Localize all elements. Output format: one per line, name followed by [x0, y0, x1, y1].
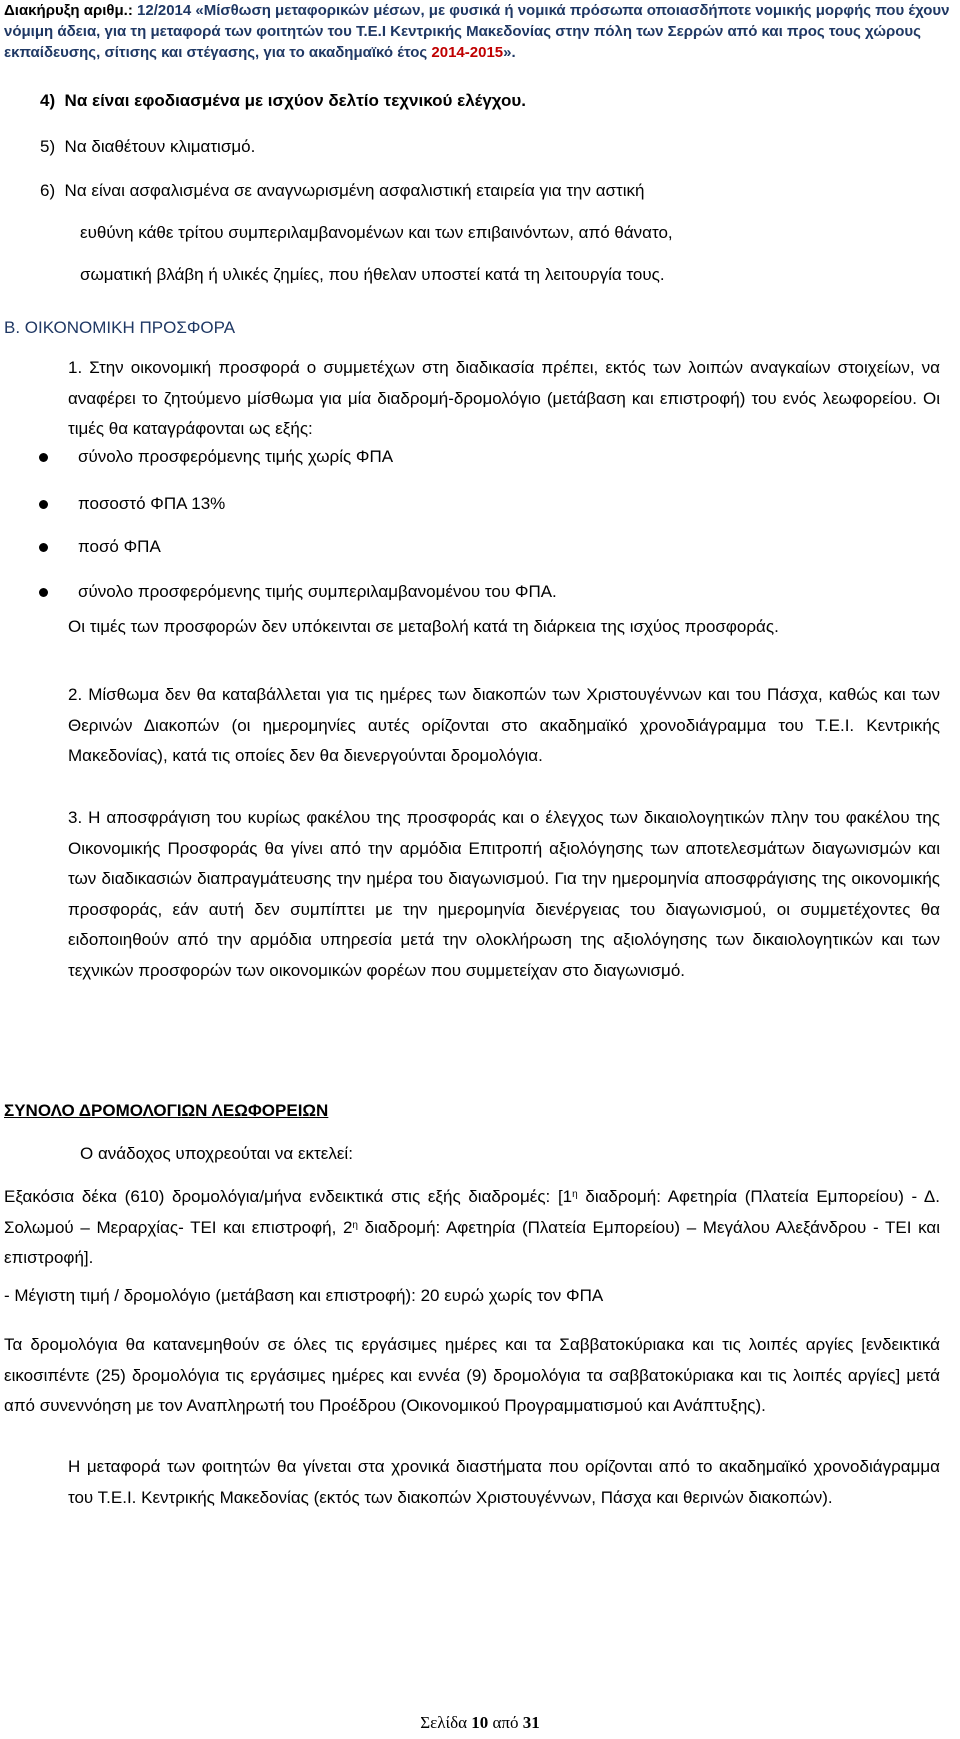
header-year: 2014-2015 [431, 44, 504, 61]
paragraph-transport-periods-text: Η μεταφορά των φοιτητών θα γίνεται στα χρονικά διαστήματα που ορίζονται από το ακαδημαϊκό χρονοδιάγραμμα του Τ.Ε.Ι. Κεντρικής Μακεδονίας (εκτός των διακοπών Χριστουγέννων, Πάσχα και θερινών διακοπών). [68, 1457, 940, 1507]
requirement-item-5: 5) Να διαθέτουν κλιματισμό. [40, 137, 256, 156]
header-suffix: ». [503, 44, 516, 61]
routes-title: ΣΥΝΟΛΟ ΔΡΟΜΟΛΟΓΙΩΝ ΛΕΩΦΟΡΕΙΩΝ [4, 1101, 329, 1120]
paragraph-distribution-text: Τα δρομολόγια θα κατανεμηθούν σε όλες τις εργάσιμες ημέρες και τα Σαββατοκύριακα και τις λοιπές αργίες [ενδεικτικά εικοσιπέντε (25) δρομολόγια τις εργάσιμες ημέρες και εννέα (9) δρομολόγια τα σαββατοκύριακα και τις λοιπές αργίες] μετά από συνεννόηση με τον Αναπληρωτή του Προέδρου (Οικονομικού Προγραμματισμού και Ανάπτυξης). [4, 1335, 940, 1415]
list-item-text: σύνολο προσφερόμενης τιμής χωρίς ΦΠΑ [78, 447, 394, 466]
requirement-item-4: 4) Να είναι εφοδιασμένα με ισχύον δελτίο τεχνικού ελέγχου. [40, 91, 526, 110]
paragraph-price-validity [4, 612, 940, 643]
paragraph-price-validity-text: Οι τιμές των προσφορών δεν υπόκεινται σε μεταβολή κατά τη διάρκεια της ισχύος προσφοράς. [68, 617, 779, 636]
routes-text-part-3: διαδρομή: Αφετηρία (Πλατεία Εμπορείου) – Μεγάλου Αλεξάνδρου - ΤΕΙ και επιστροφή]. [4, 1217, 940, 1267]
page-of: από [488, 1713, 523, 1732]
requirement-item-6: 6) Να είναι ασφαλισμένα σε αναγνωρισμένη ασφαλιστική εταιρεία για την αστική [40, 181, 645, 200]
paragraph-offer-values-text: 1. Στην οικονομική προσφορά ο συμμετέχων στη διαδικασία πρέπει, εκτός των λοιπών αναγκαίων στοιχείων, να αναφέρει το ζητούμενο μίσθωμα για μία διαδρομή-δρομολόγιο (μετάβαση και επιστροφή) του ενός λεωφορείου. Οι τιμές θα καταγράφονται ως εξής: [68, 358, 940, 438]
paragraph-distribution [4, 1330, 940, 1422]
requirement-item-6-line-3: σωματική βλάβη ή υλικές ζημίες, που ήθελαν υποστεί κατά τη λειτουργία τους. [80, 265, 665, 284]
paragraph-routes [4, 1182, 940, 1274]
bullet-icon [39, 543, 48, 552]
routes-text-part-2: διαδρομή: Αφετηρία (Πλατεία Εμπορείου) - Δ. Σολωμού – Μεραρχίας- ΤΕΙ και επιστροφή, 2 [4, 1187, 940, 1237]
section-b-title: Β. ΟΙΚΟΝΟΜΙΚΗ ΠΡΟΣΦΟΡΑ [4, 318, 236, 337]
document-header [4, 0, 956, 63]
bullet-icon [39, 453, 48, 462]
routes-intro: Ο ανάδοχος υποχρεούται να εκτελεί: [80, 1144, 353, 1163]
current-page: 10 [471, 1713, 489, 1732]
bullet-icon [39, 500, 48, 509]
total-pages: 31 [522, 1713, 540, 1732]
paragraph-holidays-text: 2. Μίσθωμα δεν θα καταβάλλεται για τις ημέρες των διακοπών των Χριστουγέννων και του Πάσχα, καθώς και των Θερινών Διακοπών (οι ημερομηνίες αυτές ορίζονται στο ακαδημαϊκό χρονοδιάγραμμα του Τ.Ε.Ι. Κεντρικής Μακεδονίας), κατά τις οποίες δεν θα διενεργούνται δρομολόγια. [68, 685, 940, 765]
header-prefix: Διακήρυξη αριθμ.: [4, 2, 138, 19]
page-number [0, 1713, 960, 1733]
list-item-text: ποσοστό ΦΠΑ 13% [78, 494, 226, 513]
routes-text-part-1: Εξακόσια δέκα (610) δρομολόγια/μήνα ενδεικτικά στις εξής διαδρομές: [1 [4, 1187, 573, 1206]
paragraph-unsealing-text: 3. Η αποσφράγιση του κυρίως φακέλου της προσφοράς και ο έλεγχος των δικαιολογητικών πλην του φακέλου της Οικονομικής Προσφοράς θα γίνει από την αρμόδια Επιτροπή αξιολόγησης των αποτελεσμάτων διαγωνισμών και των διαδικασιών διαπραγμάτευσης την ημέρα του διαγωνισμού. Για την ημερομηνία αποσφράγισης της οικονομικής προσφοράς, εάν αυτή δεν συμπίπτει με την ημερομηνία διενέργειας του διαγωνισμού, οι συμμετέχοντες θα ειδοποιηθούν από την αρμόδια υπηρεσία μετά την ολοκλήρωση της αξιολόγησης των δικαιολογητικών και των τεχνικών προσφορών των οικονομικών φορέων που συμμετείχαν στο διαγωνισμό. [68, 808, 940, 980]
paragraph-transport-periods [4, 1452, 940, 1513]
header-title: 12/2014 «Μίσθωση μεταφορικών μέσων, με φυσικά ή νομικά πρόσωπα οποιασδήποτε νομικής μορφής που έχουν νόμιμη άδεια, για τη μεταφορά των φοιτητών του Τ.Ε.Ι Κεντρικής Μακεδονίας στην πόλη των Σερρών από και προς τους χώρους εκπαίδευσης, σίτισης και στέγασης, για το ακαδημαϊκό έτος [4, 2, 950, 61]
paragraph-holidays [4, 680, 940, 772]
page-label: Σελίδα [420, 1713, 472, 1732]
paragraph-unsealing [4, 803, 940, 986]
ordinal-marker: η [352, 1219, 358, 1231]
ordinal-marker: η [572, 1189, 578, 1200]
max-price-line: - Μέγιστη τιμή / δρομολόγιο (μετάβαση και επιστροφή): 20 ευρώ χωρίς τον ΦΠΑ [4, 1286, 604, 1305]
list-item-text: ποσό ΦΠΑ [78, 537, 161, 556]
bullet-icon [39, 588, 48, 597]
requirement-item-6-line-2: ευθύνη κάθε τρίτου συμπεριλαμβανομένων και των επιβαινόντων, από θάνατο, [80, 223, 673, 242]
paragraph-offer-values [4, 353, 940, 445]
list-item-text: σύνολο προσφερόμενης τιμής συμπεριλαμβανομένου του ΦΠΑ. [78, 582, 557, 601]
